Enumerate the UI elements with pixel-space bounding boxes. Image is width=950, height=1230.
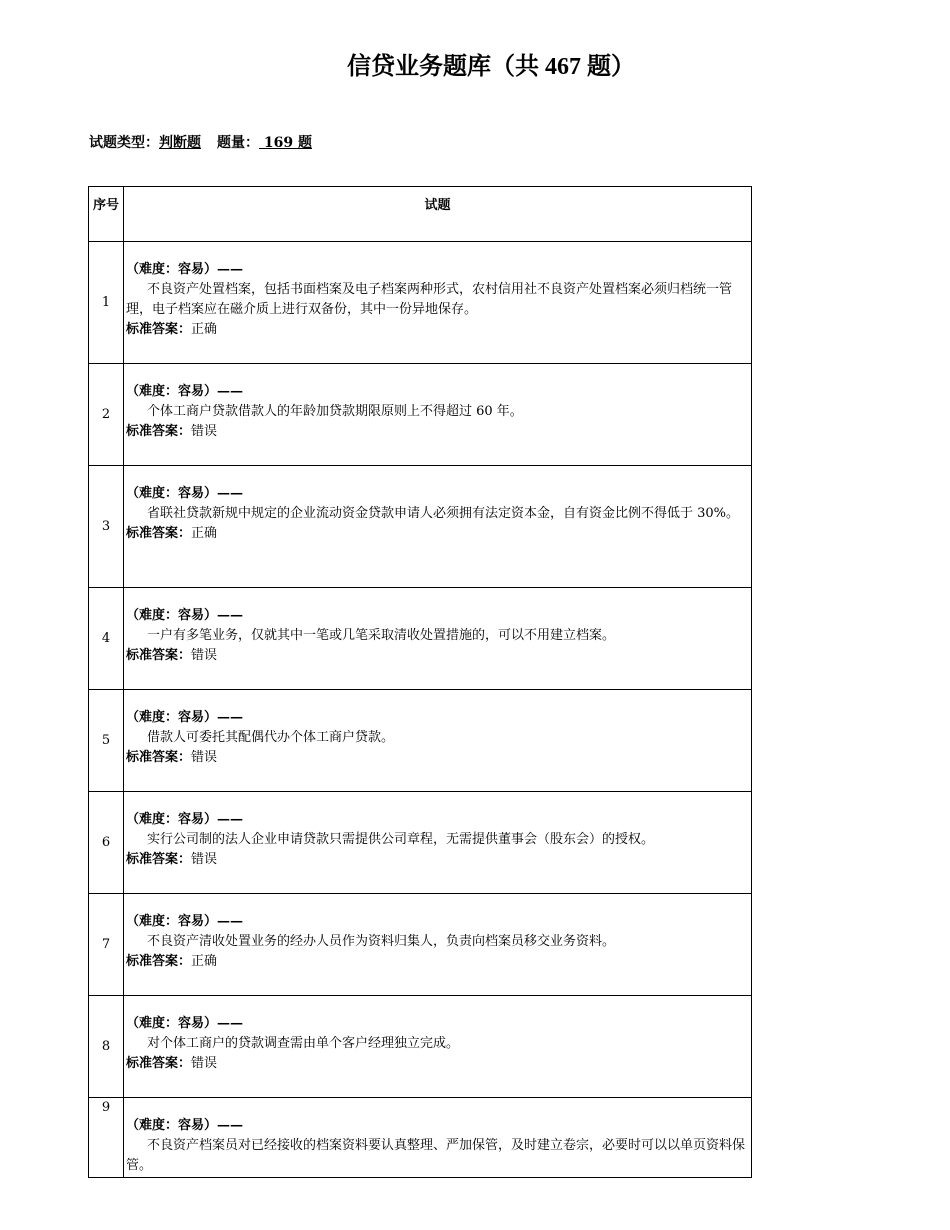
question-number: 4 xyxy=(89,588,124,690)
answer-label: 标准答案： xyxy=(126,526,192,541)
table-row xyxy=(89,894,752,996)
answer-value: 正确 xyxy=(191,954,218,969)
answer-line xyxy=(126,748,745,768)
difficulty-label: （难度：容易）—— xyxy=(126,914,244,929)
answer-value: 错误 xyxy=(191,852,218,867)
question-text: 借款人可委托其配偶代办个体工商户贷款。 xyxy=(147,730,395,745)
question-cell xyxy=(124,364,752,466)
answer-value: 正确 xyxy=(191,322,218,337)
difficulty-label: （难度：容易）—— xyxy=(126,1118,244,1133)
answer-line xyxy=(126,1054,745,1074)
question-text: 个体工商户贷款借款人的年龄加贷款期限原则上不得超过 60 年。 xyxy=(147,404,523,419)
table-header-row xyxy=(89,187,752,242)
question-number: 3 xyxy=(89,466,124,588)
count-label: 题量： xyxy=(217,135,259,151)
answer-value: 错误 xyxy=(191,750,218,765)
answer-value: 错误 xyxy=(191,1056,218,1071)
question-cell xyxy=(124,996,752,1098)
answer-line xyxy=(126,952,745,972)
table-row xyxy=(89,466,752,588)
question-cell xyxy=(124,894,752,996)
answer-label: 标准答案： xyxy=(126,1056,192,1071)
table-row xyxy=(89,242,752,364)
question-text: 不良资产档案员对已经接收的档案资料要认真整理、严加保管，及时建立卷宗，必要时可以以单页资料保管。 xyxy=(126,1138,746,1173)
question-meta xyxy=(89,132,312,152)
difficulty-label: （难度：容易）—— xyxy=(126,1016,244,1031)
question-number: 2 xyxy=(89,364,124,466)
answer-line xyxy=(126,320,745,340)
table-row xyxy=(89,588,752,690)
question-text: 不良资产处置档案，包括书面档案及电子档案两种形式，农村信用社不良资产处置档案必须归档统一管理，电子档案应在磁介质上进行双备份，其中一份异地保存。 xyxy=(126,282,733,317)
question-cell xyxy=(124,466,752,588)
answer-line xyxy=(126,422,745,442)
difficulty-label: （难度：容易）—— xyxy=(126,384,244,399)
col-header-no: 序号 xyxy=(89,187,124,242)
question-text: 一户有多笔业务，仅就其中一笔或几笔采取清收处置措施的，可以不用建立档案。 xyxy=(147,628,616,643)
question-text: 实行公司制的法人企业申请贷款只需提供公司章程，无需提供董事会（股东会）的授权。 xyxy=(147,832,655,847)
question-number: 9 xyxy=(89,1098,124,1178)
table-row xyxy=(89,996,752,1098)
answer-label: 标准答案： xyxy=(126,322,192,337)
type-label: 试题类型： xyxy=(89,135,159,151)
answer-line xyxy=(126,524,745,544)
question-number: 5 xyxy=(89,690,124,792)
question-number: 7 xyxy=(89,894,124,996)
answer-label: 标准答案： xyxy=(126,954,192,969)
question-cell xyxy=(124,690,752,792)
difficulty-label: （难度：容易）—— xyxy=(126,262,244,277)
difficulty-label: （难度：容易）—— xyxy=(126,486,244,501)
difficulty-label: （难度：容易）—— xyxy=(126,812,244,827)
question-cell xyxy=(124,792,752,894)
table-row xyxy=(89,1098,752,1178)
answer-line xyxy=(126,646,745,666)
col-header-question: 试题 xyxy=(124,187,752,242)
table-row xyxy=(89,690,752,792)
page-title: 信贷业务题库（共 467 题） xyxy=(347,54,635,80)
answer-label: 标准答案： xyxy=(126,750,192,765)
table-row xyxy=(89,364,752,466)
type-value: 判断题 xyxy=(159,135,201,151)
question-number: 6 xyxy=(89,792,124,894)
answer-label: 标准答案： xyxy=(126,424,192,439)
table-row xyxy=(89,792,752,894)
question-number: 1 xyxy=(89,242,124,364)
question-cell xyxy=(124,588,752,690)
question-text: 对个体工商户的贷款调查需由单个客户经理独立完成。 xyxy=(147,1036,460,1051)
answer-value: 错误 xyxy=(191,648,218,663)
question-cell xyxy=(124,1098,752,1178)
answer-label: 标准答案： xyxy=(126,648,192,663)
question-text: 不良资产清收处置业务的经办人员作为资料归集人，负责向档案员移交业务资料。 xyxy=(147,934,616,949)
question-number: 8 xyxy=(89,996,124,1098)
answer-value: 正确 xyxy=(191,526,218,541)
question-table xyxy=(88,186,752,1178)
difficulty-label: （难度：容易）—— xyxy=(126,710,244,725)
question-cell xyxy=(124,242,752,364)
question-text: 省联社贷款新规中规定的企业流动资金贷款申请人必须拥有法定资本金，自有资金比例不得低于 30%。 xyxy=(147,506,740,521)
answer-label: 标准答案： xyxy=(126,852,192,867)
answer-line xyxy=(126,850,745,870)
difficulty-label: （难度：容易）—— xyxy=(126,608,244,623)
count-value: 169 题 xyxy=(259,135,312,151)
answer-value: 错误 xyxy=(191,424,218,439)
